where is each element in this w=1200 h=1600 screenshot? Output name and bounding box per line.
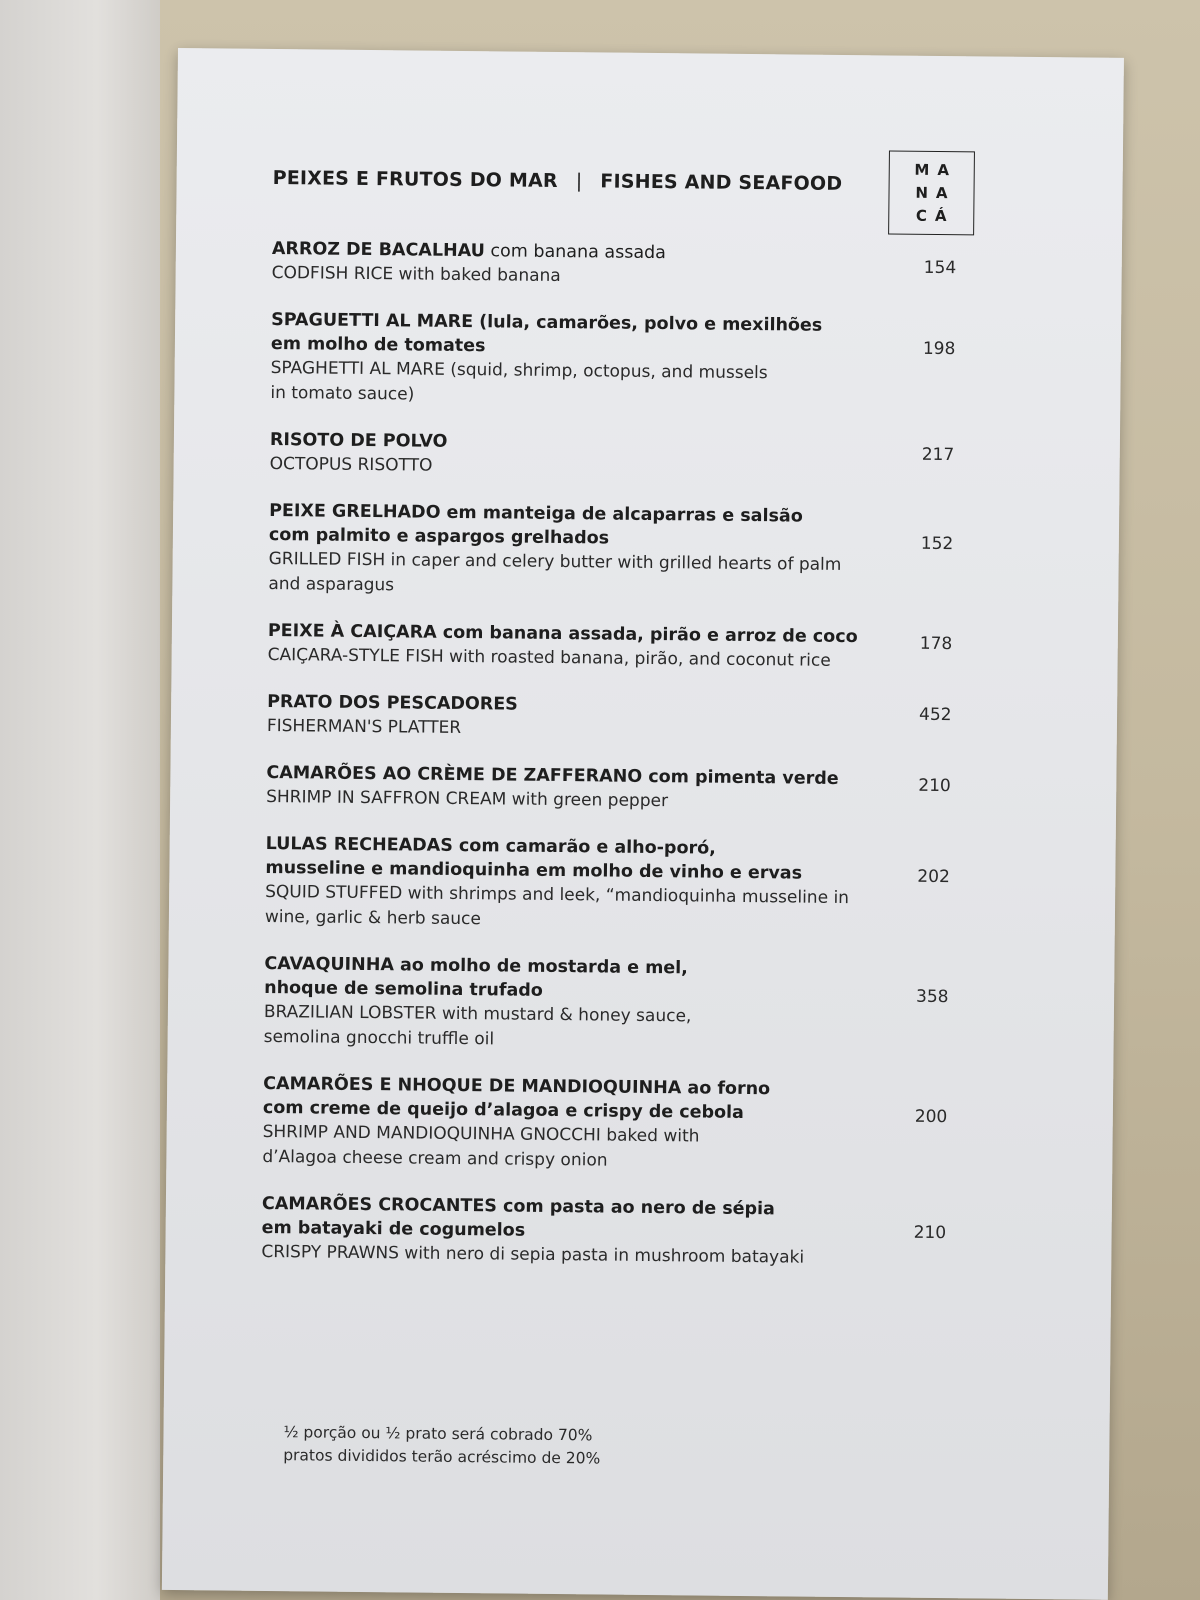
dish-price: 210 <box>918 775 951 797</box>
menu-item <box>267 690 1087 748</box>
dish-price: 452 <box>918 704 952 726</box>
dish-name-en: FISHERMAN'S PLATTER <box>266 715 462 739</box>
menu-page <box>162 48 1124 1600</box>
dish-name-en: wine, garlic & herb sauce <box>264 906 481 930</box>
dish-name-pt-bold: PEIXE GRELHADO em manteiga de alcaparras e salsão <box>269 500 803 527</box>
dish-price: 202 <box>917 866 950 888</box>
dish-name-pt-line2: nhoque de semolina trufado <box>264 977 543 1001</box>
section-header <box>273 167 993 197</box>
section-title-pt: PEIXES E FRUTOS DO MAR <box>272 166 558 192</box>
menu-item <box>270 428 1090 486</box>
dish-name-en: SHRIMP AND MANDIOQUINHA GNOCCHI baked with <box>262 1121 700 1147</box>
dish-name-pt-line2: com palmito e aspargos grelhados <box>268 524 610 549</box>
dish-price: 200 <box>914 1106 948 1128</box>
manaca-logo <box>888 150 975 235</box>
menu-item <box>265 832 1086 939</box>
dish-name-en: semolina gnocchi truffle oil <box>263 1026 495 1050</box>
dish-price: 152 <box>920 533 954 555</box>
menu-item <box>266 761 1086 819</box>
dish-name-en: d’Alagoa cheese cream and crispy onion <box>262 1146 608 1171</box>
dish-name-en: SQUID STUFFED with shrimps and leek, “mandioquinha musseline in <box>265 881 850 909</box>
dish-price: 154 <box>923 257 957 279</box>
dish-name-pt-line2: em molho de tomates <box>270 333 486 357</box>
dish-name-pt-rest: com banana assada <box>484 241 667 264</box>
title-separator: | <box>575 170 583 193</box>
menu-item <box>264 952 1085 1059</box>
menu-item <box>268 619 1088 677</box>
dish-price: 210 <box>913 1222 947 1244</box>
dish-name-pt-bold: RISOTO DE POLVO <box>269 429 448 452</box>
logo-line: CÁ <box>915 206 955 225</box>
dish-price: 178 <box>919 633 953 655</box>
logo-line: MA <box>914 160 958 179</box>
dish-name-en: CODFISH RICE with baked banana <box>271 262 561 287</box>
dish-name-en: SHRIMP IN SAFFRON CREAM with green pepper <box>266 786 669 812</box>
dish-name-pt-line2: em batayaki de cogumelos <box>261 1217 526 1241</box>
dish-name-pt-bold: PEIXE À CAIÇARA com banana assada, pirão e arroz de coco <box>267 620 858 648</box>
dish-name-en: OCTOPUS RISOTTO <box>269 453 433 476</box>
footnote-line: pratos divididos terão acréscimo de 20% <box>283 1446 601 1468</box>
dish-name-en: BRAZILIAN LOBSTER with mustard & honey sauce, <box>263 1001 692 1027</box>
dish-name-pt-bold: CAVAQUINHA ao molho de mostarda e mel, <box>264 953 688 979</box>
menu-item <box>262 1072 1083 1179</box>
dish-name-en: CAIÇARA-STYLE FISH with roasted banana, pirão, and coconut rice <box>267 644 831 671</box>
dish-price: 217 <box>921 444 955 466</box>
menu-item <box>270 308 1091 415</box>
dish-price: 198 <box>922 338 956 360</box>
dish-name-pt-bold: CAMARÕES AO CRÈME DE ZAFFERANO com pimenta verde <box>266 762 839 789</box>
dish-name-en: and asparagus <box>268 573 395 596</box>
dish-name-en: GRILLED FISH in caper and celery butter with grilled hearts of palm <box>268 548 842 575</box>
dish-name-pt-bold: SPAGUETTI AL MARE (lula, camarões, polvo e mexilhões <box>271 309 823 336</box>
menu-items <box>261 237 1092 1296</box>
footnote <box>283 1421 883 1473</box>
left-page <box>0 0 176 1600</box>
menu-item <box>268 499 1089 606</box>
dish-name-en: CRISPY PRAWNS with nero di sepia pasta in mushroom batayaki <box>261 1241 805 1268</box>
dish-name-pt-bold: CAMARÕES CROCANTES com pasta ao nero de sépia <box>261 1193 775 1220</box>
dish-name-en: in tomato sauce) <box>270 382 415 405</box>
dish-name-pt-bold: PRATO DOS PESCADORES <box>267 691 518 715</box>
logo-line: NA <box>915 183 956 202</box>
dish-name-pt-bold: LULAS RECHEADAS com camarão e alho-poró, <box>265 833 716 859</box>
menu-item <box>261 1192 1082 1274</box>
footnote-line: ½ porção ou ½ prato será cobrado 70% <box>283 1423 593 1445</box>
menu-item <box>272 237 1092 295</box>
dish-name-pt-bold: ARROZ DE BACALHAU <box>271 238 486 262</box>
dish-name-pt-bold: CAMARÕES E NHOQUE DE MANDIOQUINHA ao forno <box>263 1073 771 1100</box>
section-title-en: FISHES AND SEAFOOD <box>600 170 843 195</box>
dish-name-en: SPAGHETTI AL MARE (squid, shrimp, octopus, and mussels <box>270 357 768 384</box>
dish-name-pt-line2: com creme de queijo d’alagoa e crispy de cebola <box>262 1097 744 1123</box>
dish-price: 358 <box>916 986 949 1008</box>
dish-name-pt-line2: musseline e mandioquinha em molho de vinho e ervas <box>265 857 803 884</box>
